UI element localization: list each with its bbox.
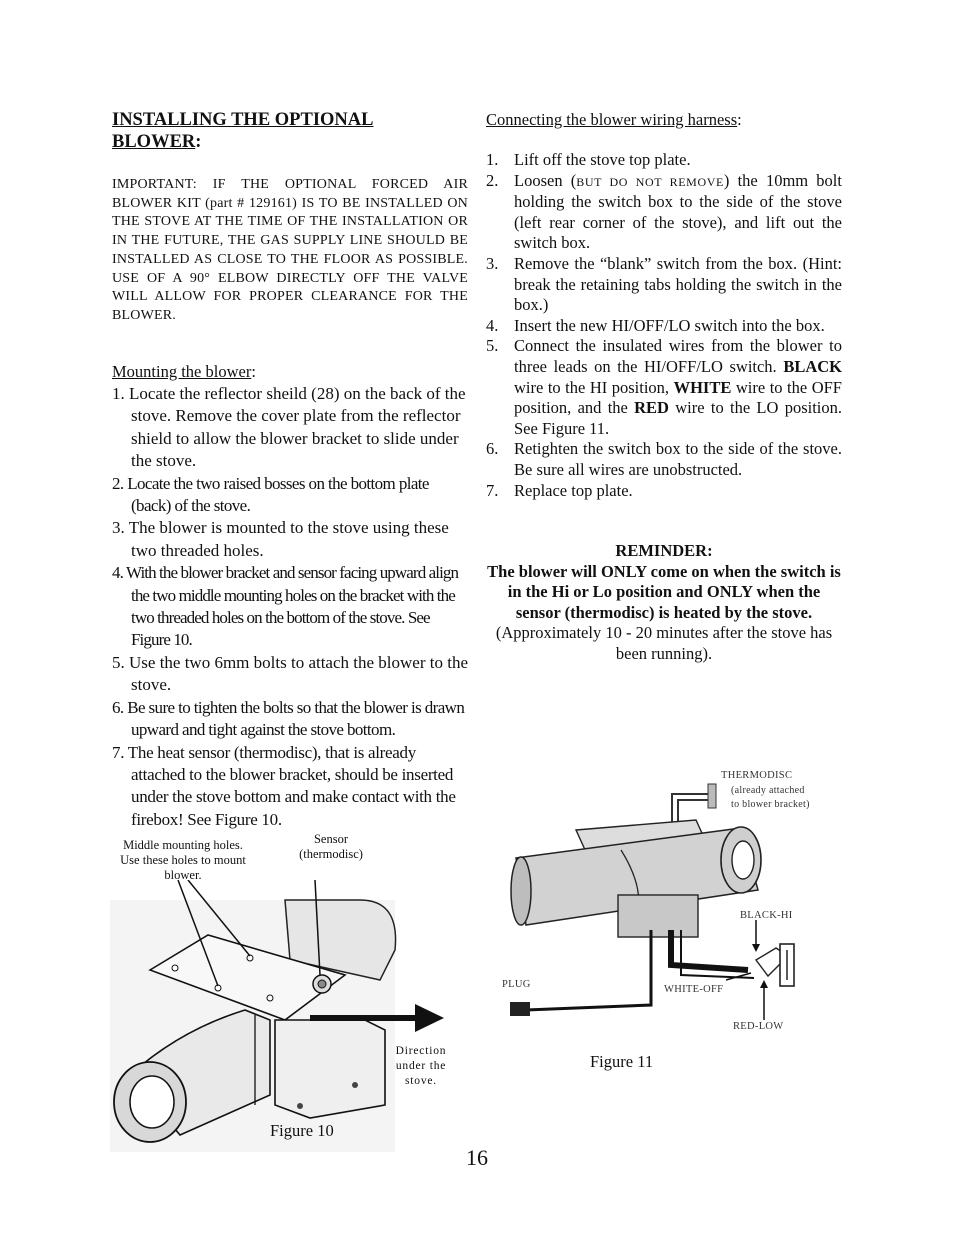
- wiring-step-3: [486, 254, 842, 316]
- heading-line-2: BLOWER: [112, 132, 196, 152]
- wiring-step-text: Insert the new HI/OFF/LO switch into the box.: [514, 315, 825, 335]
- fig10-sensor-label-2: (thermodisc): [299, 847, 363, 861]
- fig10-direction-label: Direction under the stove.: [395, 1045, 447, 1087]
- wiring-step-2: [486, 171, 842, 254]
- mounting-step-7: 7. The heat sensor (thermodisc), that is already attached to the blower bracket, should be inserted under the stove bottom and make contact with the firebox! See Figure 10.: [112, 742, 456, 829]
- mounting-step-3: 3. The blower is mounted to the stove using these two threaded holes.: [112, 518, 449, 560]
- reminder-title: REMINDER:: [615, 541, 713, 560]
- important-notice: IMPORTANT: IF THE OPTIONAL FORCED AIR BLOWER KIT (part # 129161) IS TO BE INSTALLED ON THE STOVE AT THE TIME OF THE INSTALLATION OR IN THE FUTURE, THE GAS SUPPLY LINE SHOULD BE INSTALLED AS CLOSE TO THE FLOOR AS POSSIBLE. USE OF A 90° ELBOW DIRECTLY OFF THE VALVE WILL ALLOW FOR PROPER CLEARANCE FOR THE BLOWER.: [112, 177, 468, 323]
- fig11-red-low-label: RED-LOW: [733, 1021, 784, 1032]
- wiring-step-4: [486, 316, 842, 337]
- wiring-step-num: 6.: [486, 439, 499, 459]
- wiring-step-text-pre: Loosen (: [514, 170, 577, 190]
- page-number: 16: [466, 1145, 488, 1170]
- wiring-step-text: Replace top plate.: [514, 480, 633, 500]
- wiring-step-num: 2.: [486, 170, 499, 190]
- fig11-white-off-label: WHITE-OFF: [664, 984, 724, 995]
- heading-line-1: INSTALLING THE OPTIONAL: [112, 110, 374, 130]
- reminder-box: [486, 541, 842, 665]
- heading-colon: :: [195, 132, 202, 152]
- mounting-steps: [112, 383, 468, 831]
- wiring-step-num: 5.: [486, 336, 499, 356]
- wire-black-label: BLACK: [783, 356, 842, 376]
- wiring-step-text: Retighten the switch box to the side of the stove. Be sure all wires are unobstructed.: [514, 439, 842, 479]
- section-heading: [112, 109, 442, 153]
- wire-red-label: RED: [634, 398, 669, 418]
- figure-10-illustration: [110, 880, 450, 1152]
- fig11-plug-label: PLUG: [502, 979, 531, 990]
- wiring-title: Connecting the blower wiring harness: [486, 110, 738, 129]
- mounting-step-4: 4. With the blower bracket and sensor facing upward align the two middle mounting holes on the bracket with the two threaded holes on the bottom of the stove. See Figure 10.: [112, 563, 459, 650]
- wiring-step-5: [486, 336, 842, 439]
- reminder-text: The blower will ONLY come on when the switch is in the Hi or Lo position and ONLY when the sensor (thermodisc) is heated by the stove.: [487, 561, 841, 622]
- fig11-black-hi-label: BLACK-HI: [740, 910, 793, 921]
- wiring-step-text: Lift off the stove top plate.: [514, 150, 691, 169]
- mounting-title: Mounting the blower: [112, 362, 252, 381]
- wiring-colon: :: [737, 110, 742, 129]
- fig11-thermo-note-1: (already attached: [731, 785, 805, 796]
- wiring-step-6: [486, 439, 842, 480]
- reminder-note: (Approximately 10 - 20 minutes after the stove has been running).: [495, 623, 833, 663]
- wiring-step-num: 7.: [486, 480, 499, 500]
- wiring-step-7: [486, 481, 842, 502]
- wiring-step-text: wire to the LO position. See Figure 11.: [514, 398, 843, 438]
- wiring-step-text: wire to the OFF position, and the: [514, 377, 842, 418]
- wiring-step-text: Connect the insulated wires from the blower to three leads on the HI/OFF/LO switch.: [514, 336, 842, 376]
- figure-10-caption: Figure 10: [270, 1121, 334, 1140]
- fig11-thermodisc-label: THERMODISC: [721, 770, 793, 781]
- wiring-subheading: [486, 110, 842, 130]
- wire-white-label: WHITE: [673, 377, 732, 397]
- wiring-step-text: Remove the “blank” switch from the box. (Hint: break the retaining tabs holding the switch in the box.): [514, 253, 842, 315]
- fig10-holes-label: Middle mounting holes. Use these holes to mount blower.: [120, 838, 246, 882]
- wiring-step-num: 1.: [486, 150, 499, 169]
- mounting-step-5: 5. Use the two 6mm bolts to attach the blower to the stove.: [112, 652, 468, 695]
- wiring-step-1: [486, 150, 842, 171]
- mounting-step-6: 6. Be sure to tighten the bolts so that the blower is drawn upward and tight against the stove bottom.: [112, 697, 465, 740]
- fig10-sensor-label: [288, 832, 374, 862]
- wiring-step-num: 3.: [486, 253, 499, 273]
- wiring-step-text: wire to the HI position,: [514, 377, 674, 397]
- figure-11-caption: Figure 11: [590, 1052, 654, 1071]
- fig10-sensor-label-1: Sensor: [313, 832, 349, 846]
- fig11-thermo-note-2: to blower bracket): [731, 799, 810, 810]
- mounting-colon: :: [251, 362, 256, 381]
- wiring-step-smallcaps: BUT DO NOT REMOVE: [576, 174, 724, 189]
- mounting-step-1: 1. Locate the reflector sheild (28) on the back of the stove. Remove the cover plate from the reflector shield to allow the blower bracket to slide under the stove.: [112, 384, 466, 471]
- mounting-step-2: 2. Locate the two raised bosses on the bottom plate (back) of the stove.: [112, 473, 429, 516]
- wiring-step-num: 4.: [486, 315, 499, 335]
- mounting-subheading: [112, 362, 468, 382]
- wiring-steps: [486, 150, 842, 501]
- wiring-step-text-post: ) the 10mm bolt holding the switch box to the side of the stove (left rear corner of the stove), and lift out the switch box.: [514, 170, 842, 253]
